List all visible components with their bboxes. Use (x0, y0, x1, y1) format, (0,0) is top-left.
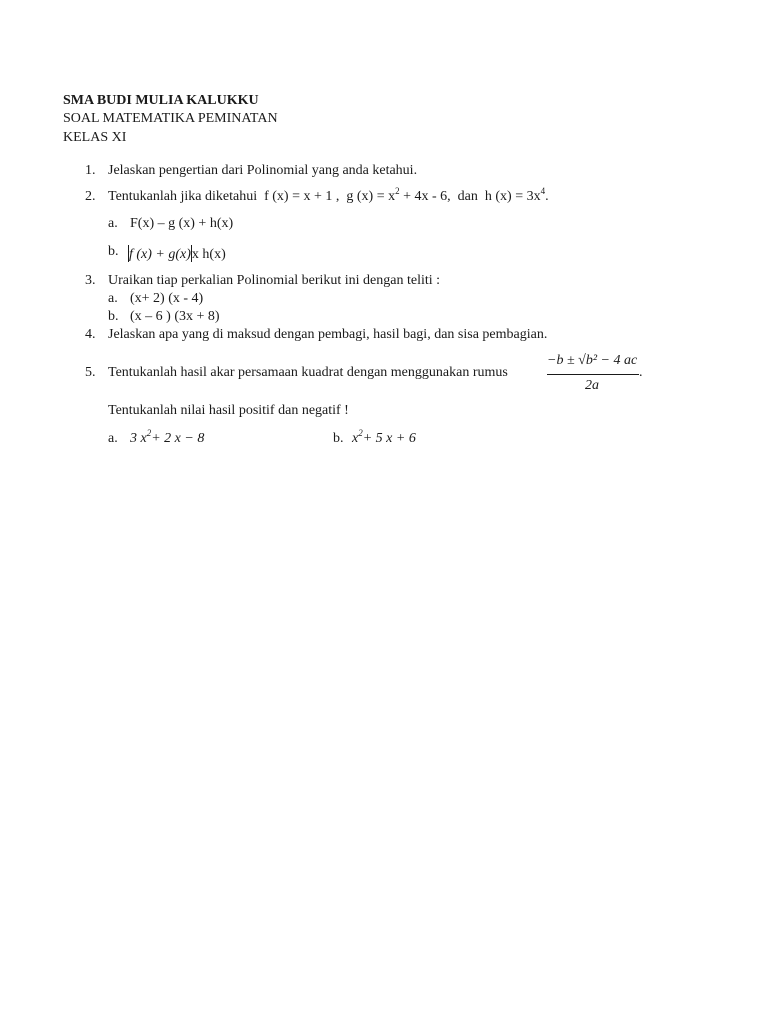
question-5-text: Tentukanlah hasil akar persamaan kuadrat dengan menggunakan rumus (108, 365, 508, 380)
question-3-number: 3. (85, 273, 96, 288)
question-3b-text: (x – 6 ) (3x + 8) (130, 309, 220, 324)
fraction-bar (547, 374, 639, 375)
formula-end-dot: . (639, 365, 643, 380)
question-4-number: 4. (85, 327, 96, 342)
question-5a-label: a. (108, 431, 118, 446)
question-3-text: Uraikan tiap perkalian Polinomial berikut ini dengan teliti : (108, 273, 441, 288)
question-2b-text: f (x) + g(x)x h(x) (129, 247, 226, 262)
question-2-text (108, 186, 549, 204)
question-2a-label: a. (108, 216, 118, 231)
formula-numerator: −b ± √b² − 4 ac (547, 353, 638, 368)
quadratic-formula (547, 354, 643, 396)
question-2-lead: Tentukanlah jika diketahui (108, 189, 258, 204)
question-5-subtext: Tentukanlah nilai hasil positif dan negatif ! (108, 403, 349, 418)
question-2a-text: F(x) – g (x) + h(x) (130, 216, 234, 231)
formula-denominator: 2a (585, 378, 599, 393)
question-1-text: Jelaskan pengertian dari Polinomial yang anda ketahui. (108, 163, 418, 178)
f-expression: f (x) = x + 1 , (264, 189, 340, 204)
question-3b-label: b. (108, 309, 119, 324)
question-2b-label: b. (108, 244, 119, 259)
h-expression: h $(x) = 3x^4$. (484, 186, 549, 204)
question-1-number: 1. (85, 163, 96, 178)
class-label: KELAS XI (63, 130, 127, 145)
and-word: dan (457, 189, 478, 204)
school-name: SMA BUDI MULIA KALUKKU (63, 93, 259, 108)
subject-title: SOAL MATEMATIKA PEMINATAN (63, 111, 278, 126)
question-5b-expression: $x^2+ 5$ x + 6 (352, 428, 416, 446)
question-3a-text: (x+ 2) (x - 4) (130, 291, 204, 306)
question-5-number: 5. (85, 365, 96, 380)
question-2-number: 2. (85, 189, 96, 204)
question-5a-expression: 3 $x^2+ 2$ x − 8 (130, 428, 205, 446)
g-expression: g $(x) = x^2 + 4x - 6$, (346, 186, 451, 204)
question-4-text: Jelaskan apa yang di maksud dengan pembagi, hasil bagi, dan sisa pembagian. (108, 327, 548, 342)
question-5b-label: b. (333, 431, 344, 446)
question-3a-label: a. (108, 291, 118, 306)
